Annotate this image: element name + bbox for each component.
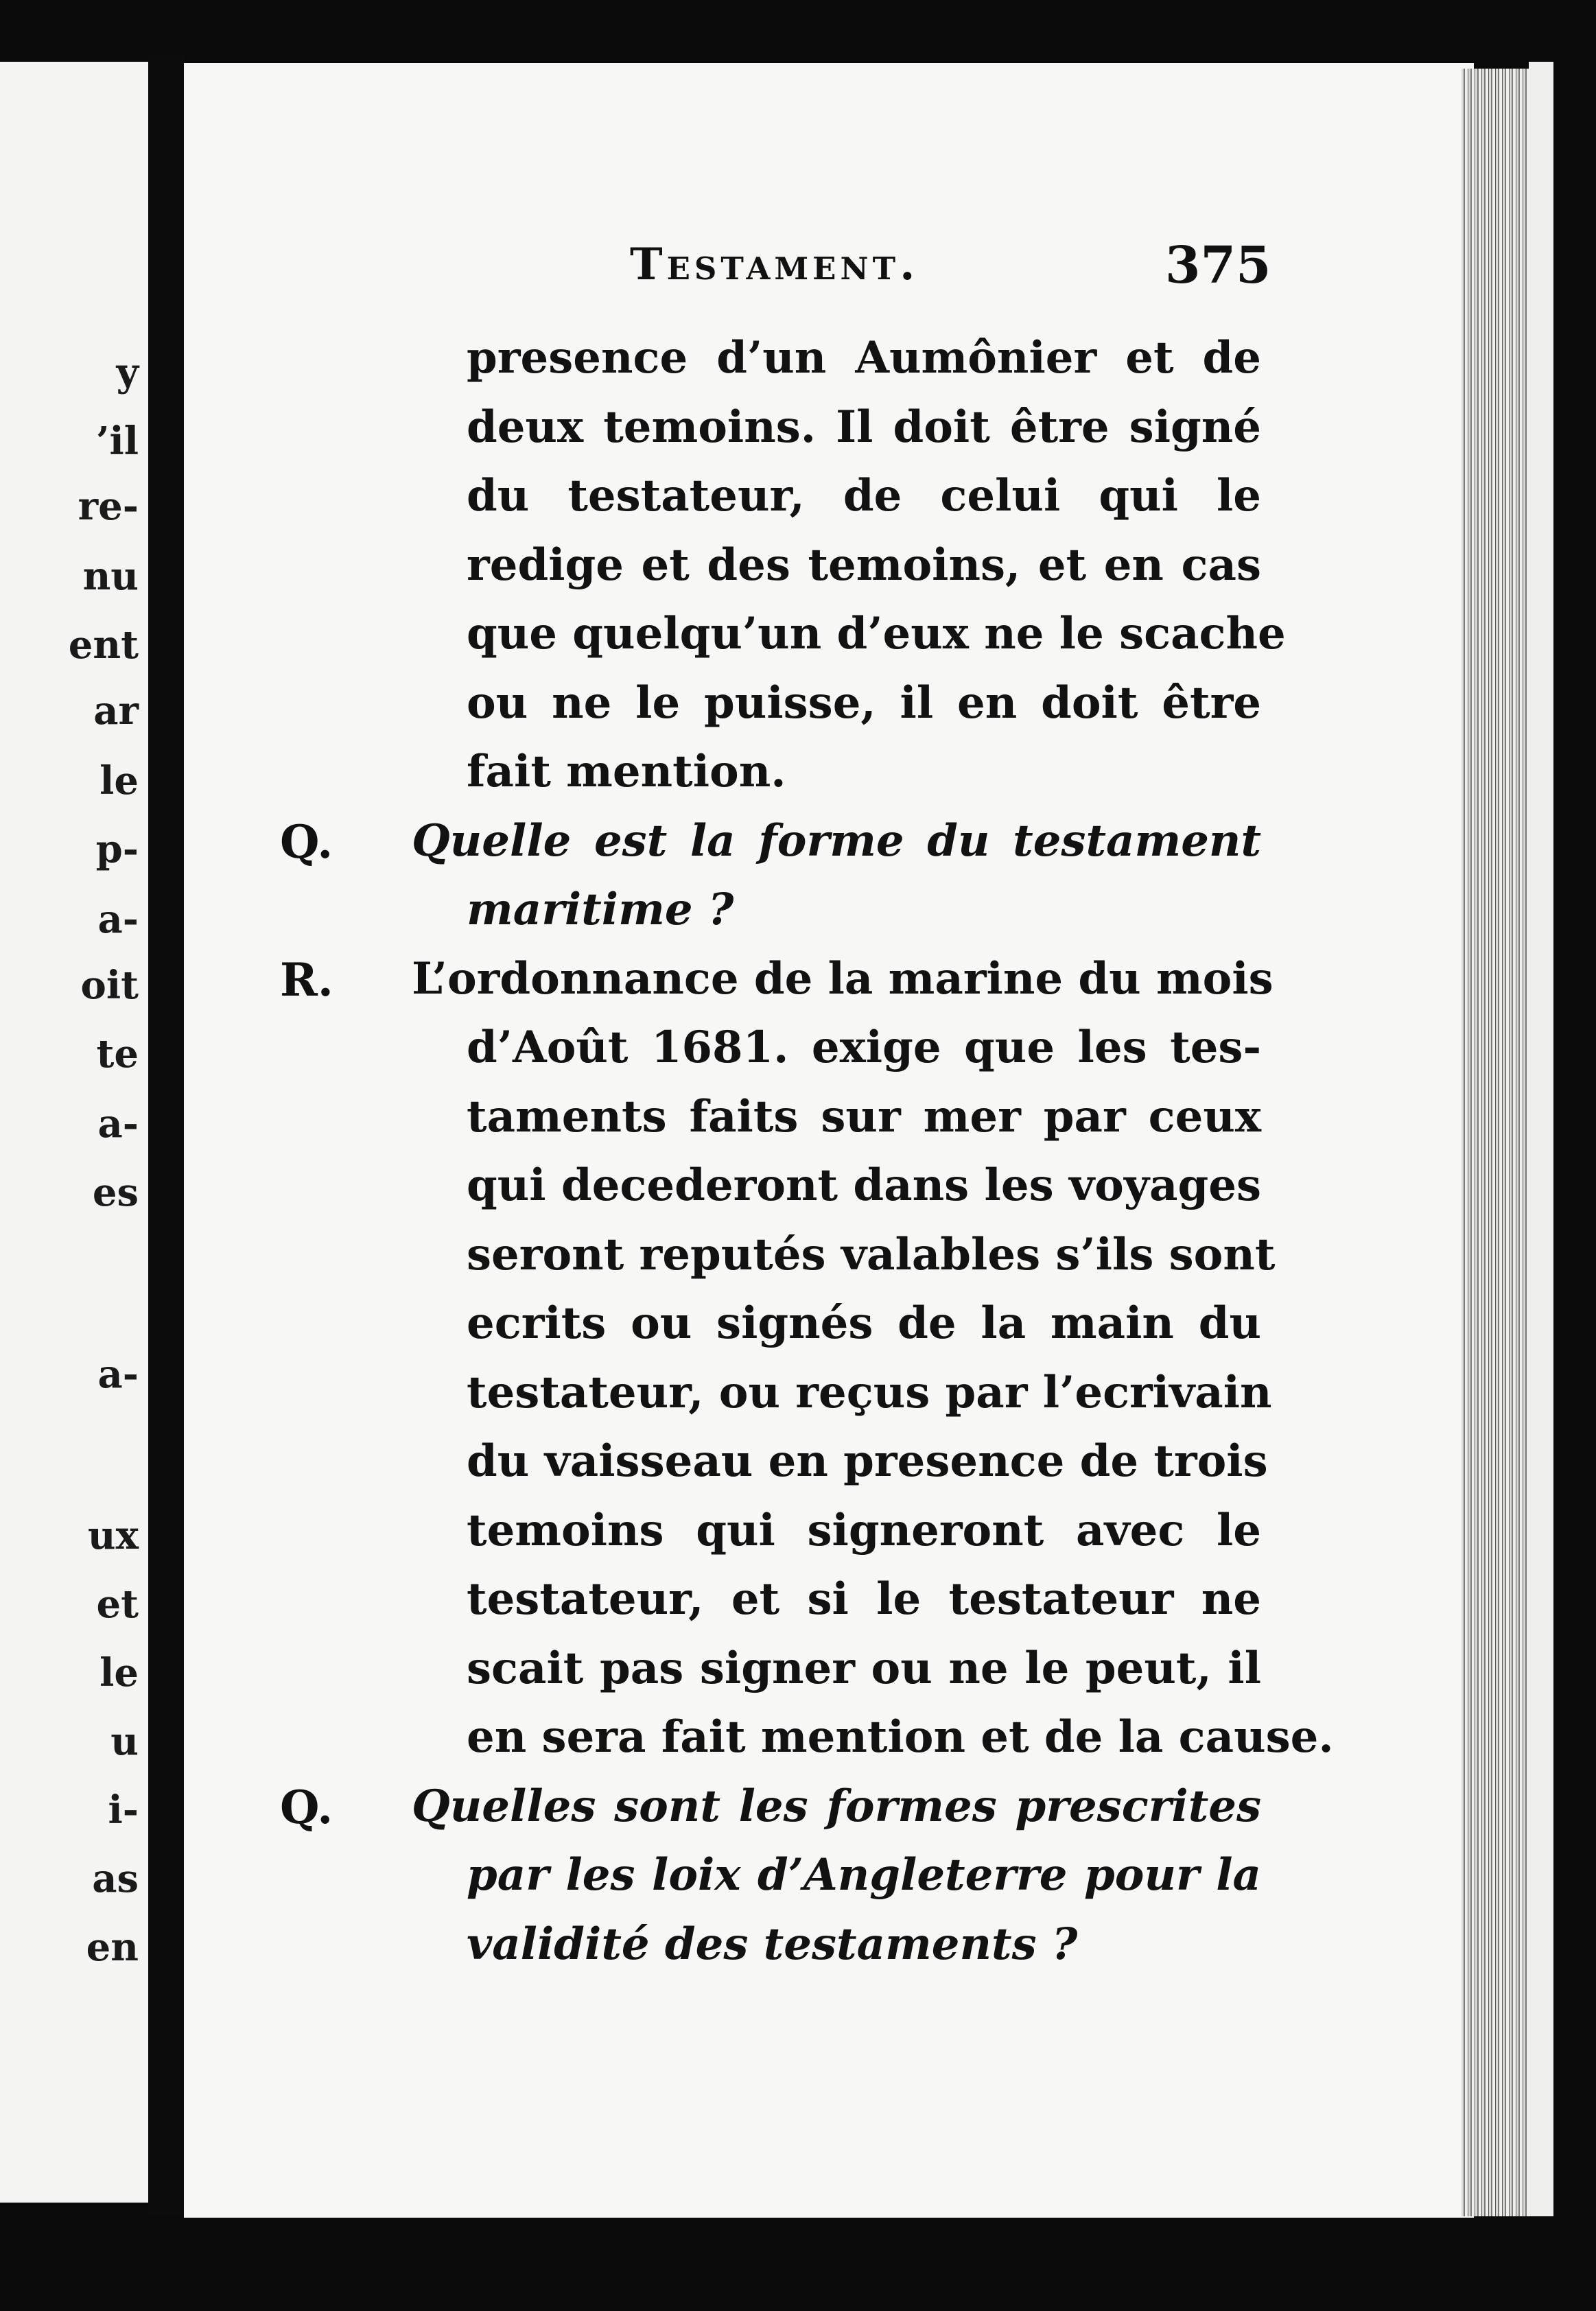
- left-page-fragment: u: [110, 1719, 139, 1764]
- text-line: que quelqu’un d’eux ne le scache: [467, 608, 1286, 659]
- text-line: seront reputés valables s’ils sont: [467, 1228, 1276, 1280]
- left-page-fragment: y: [116, 350, 139, 395]
- left-page-fragment: as: [92, 1856, 139, 1901]
- text-line: taments faits sur mer par ceux: [467, 1090, 1261, 1142]
- running-title: Testament.: [630, 239, 919, 290]
- text-line: redige et des temoins, et en cas: [467, 539, 1261, 591]
- right-page: [184, 63, 1474, 2218]
- question-marker: Q.: [280, 1780, 333, 1834]
- left-page-fragment: le: [99, 758, 139, 803]
- page-stack-edges: [1462, 69, 1529, 2216]
- text-line: Quelles sont les formes prescrites: [412, 1780, 1261, 1832]
- text-line: qui decederont dans les voyages: [467, 1160, 1261, 1211]
- left-page-edge: [0, 62, 148, 2203]
- left-page-fragment: ’il: [95, 419, 139, 464]
- text-line: fait mention.: [467, 746, 786, 797]
- question-marker: Q.: [280, 814, 333, 869]
- text-line: du testateur, de celui qui le: [467, 470, 1261, 521]
- left-page-fragment: nu: [82, 554, 139, 599]
- text-line: en sera fait mention et de la cause.: [467, 1711, 1334, 1763]
- text-line: du vaisseau en presence de trois: [467, 1435, 1268, 1487]
- left-page-fragment: oit: [80, 963, 139, 1008]
- text-line: d’Août 1681. exige que les tes-: [467, 1022, 1261, 1073]
- text-line: ou ne le puisse, il en doit être: [467, 677, 1261, 729]
- text-line: maritime ?: [467, 884, 734, 935]
- left-page-fragment: a-: [97, 897, 139, 942]
- left-page-fragment: i-: [108, 1787, 139, 1833]
- text-line: temoins qui signeront avec le: [467, 1504, 1261, 1556]
- text-line: L’ordonnance de la marine du mois: [412, 952, 1274, 1005]
- answer-marker: R.: [280, 952, 333, 1007]
- left-page-fragment: p-: [95, 827, 139, 872]
- text-line: deux temoins. Il doit être signé: [467, 401, 1261, 453]
- left-page-fragment: en: [86, 1925, 139, 1970]
- left-page-fragment: le: [99, 1650, 139, 1696]
- left-page-fragment: re-: [78, 484, 139, 529]
- left-page-fragment: te: [96, 1031, 139, 1077]
- left-page-fragment: a-: [97, 1101, 139, 1147]
- text-line: Quelle est la forme du testament: [412, 814, 1261, 867]
- book-gutter: [148, 55, 185, 2216]
- text-line: presence d’un Aumônier et de: [467, 332, 1261, 384]
- left-page-fragment: et: [96, 1582, 139, 1627]
- left-page-fragment: ux: [87, 1513, 139, 1558]
- text-line: ecrits ou signés de la main du: [467, 1298, 1261, 1349]
- left-page-fragment: es: [92, 1170, 139, 1215]
- left-page-fragment: ar: [93, 688, 139, 734]
- left-page-fragment: ent: [68, 622, 139, 668]
- text-line: testateur, et si le testateur ne: [467, 1573, 1261, 1625]
- text-line: testateur, ou reçus par l’ecrivain: [467, 1366, 1272, 1418]
- text-line: validité des testaments ?: [467, 1918, 1078, 1970]
- text-line: par les loix d’Angleterre pour la: [467, 1849, 1261, 1901]
- page-number: 375: [1165, 236, 1271, 295]
- text-line: scait pas signer ou ne le peut, il: [467, 1642, 1261, 1694]
- left-page-fragment: a-: [97, 1352, 139, 1397]
- page-outer-edge: [1529, 62, 1553, 2216]
